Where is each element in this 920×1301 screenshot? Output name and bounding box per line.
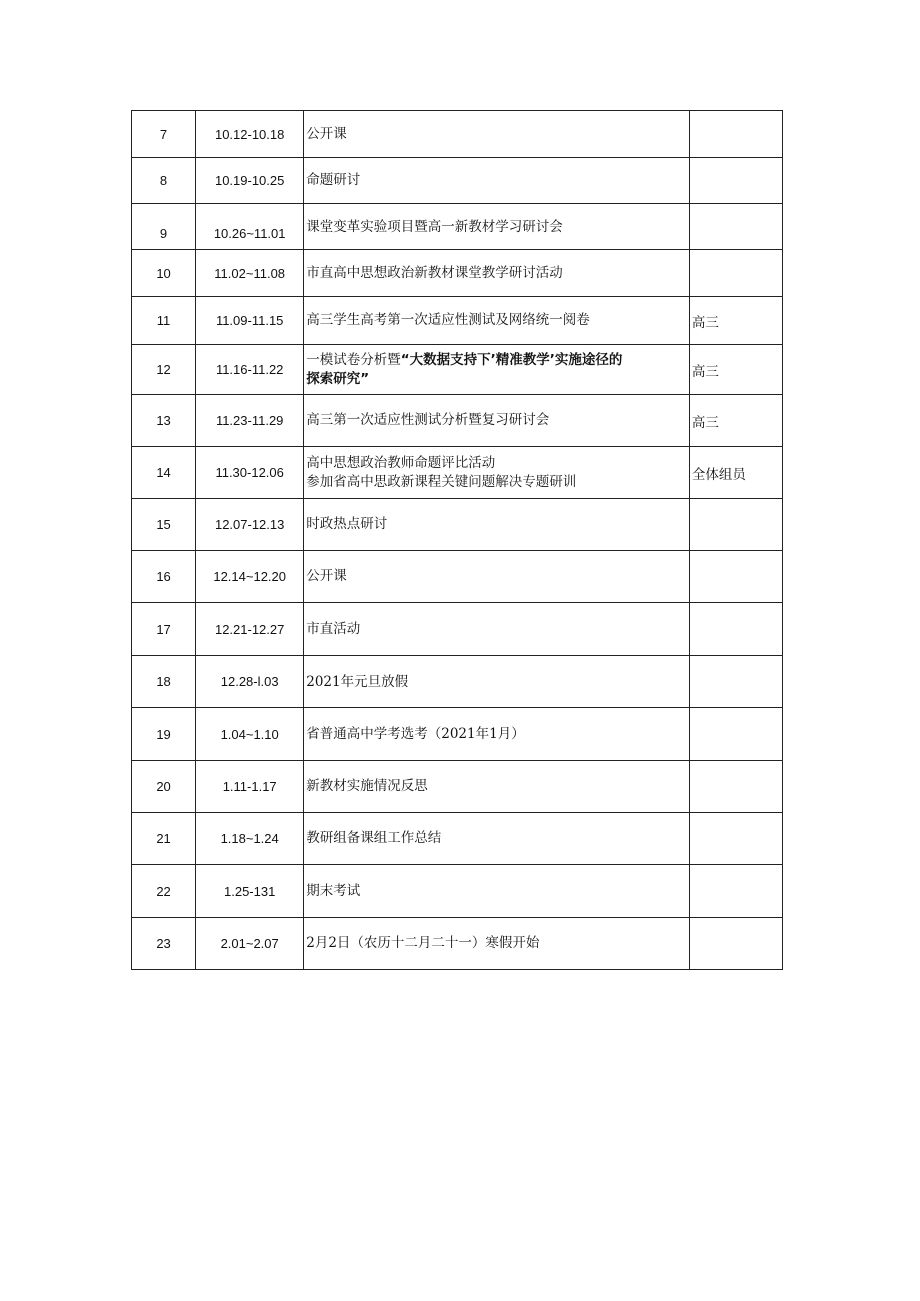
table-row [132, 158, 783, 204]
table-row [132, 250, 783, 297]
date-range: 12.14~12.20 [196, 551, 304, 603]
week-number: 21 [132, 813, 196, 865]
week-number: 9 [132, 204, 196, 250]
participants [689, 761, 782, 813]
date-range: 10.12-10.18 [196, 111, 304, 158]
participants [689, 551, 782, 603]
activity-content: 高三第一次适应性测试分析暨复习研讨会 [304, 395, 690, 447]
table-row [132, 297, 783, 345]
participants: 高三 [689, 345, 782, 395]
content-bold-title: “大数据支持下’精准教学’实施途径的 [400, 351, 623, 368]
activity-content: 公开课 [304, 111, 690, 158]
week-number: 22 [132, 865, 196, 918]
participants [689, 813, 782, 865]
activity-content: 期末考试 [304, 865, 690, 918]
date-range: 1.11-1.17 [196, 761, 304, 813]
date-range: 10.26~11.01 [196, 204, 304, 250]
participants [689, 499, 782, 551]
week-number: 8 [132, 158, 196, 204]
activity-content: 市直高中思想政治新教材课堂教学研讨活动 [304, 250, 690, 297]
activity-content: 市直活动 [304, 603, 690, 656]
week-number: 13 [132, 395, 196, 447]
content-bold-title-cont: 探索研究” [306, 370, 370, 387]
date-range: 10.19-10.25 [196, 158, 304, 204]
date-range: 12.28-l.03 [196, 656, 304, 708]
activity-content: 时政热点研讨 [304, 499, 690, 551]
table-row [132, 111, 783, 158]
participants: 全体组员 [689, 447, 782, 499]
schedule-table [131, 110, 783, 970]
activity-content: 教研组备课组工作总结 [304, 813, 690, 865]
date-range: 1.25-131 [196, 865, 304, 918]
week-number: 23 [132, 918, 196, 970]
week-number: 11 [132, 297, 196, 345]
table-row [132, 761, 783, 813]
date-range: 2.01~2.07 [196, 918, 304, 970]
date-range: 1.04~1.10 [196, 708, 304, 761]
date-range: 12.21-12.27 [196, 603, 304, 656]
participants [689, 111, 782, 158]
activity-content: 命题研讨 [304, 158, 690, 204]
participants: 高三 [689, 395, 782, 447]
activity-content: 2月2日（农历十二月二十一）寒假开始 [304, 918, 690, 970]
date-range: 11.30-12.06 [196, 447, 304, 499]
activity-content: 公开课 [304, 551, 690, 603]
date-range: 1.18~1.24 [196, 813, 304, 865]
table-row [132, 918, 783, 970]
activity-content [304, 447, 690, 499]
table-row [132, 656, 783, 708]
content-line-1: 高中思想政治教师命题评比活动 [306, 454, 496, 471]
participants [689, 918, 782, 970]
table-row [132, 551, 783, 603]
activity-content: 2021年元旦放假 [304, 656, 690, 708]
week-number: 18 [132, 656, 196, 708]
week-number: 20 [132, 761, 196, 813]
participants [689, 204, 782, 250]
table-row [132, 708, 783, 761]
week-number: 17 [132, 603, 196, 656]
table-row [132, 499, 783, 551]
week-number: 12 [132, 345, 196, 395]
activity-content [304, 345, 690, 395]
date-range: 12.07-12.13 [196, 499, 304, 551]
table-row [132, 204, 783, 250]
date-range: 11.16-11.22 [196, 345, 304, 395]
participants [689, 603, 782, 656]
date-range: 11.02~11.08 [196, 250, 304, 297]
table-row [132, 447, 783, 499]
table-row [132, 865, 783, 918]
date-range: 11.09-11.15 [196, 297, 304, 345]
week-number: 10 [132, 250, 196, 297]
week-number: 7 [132, 111, 196, 158]
participants [689, 656, 782, 708]
date-range: 11.23-11.29 [196, 395, 304, 447]
activity-content: 新教材实施情况反思 [304, 761, 690, 813]
content-line-2: 参加省高中思政新课程关键问题解决专题研训 [306, 473, 577, 490]
participants [689, 708, 782, 761]
activity-content: 省普通高中学考选考（2021年1月） [304, 708, 690, 761]
table-row [132, 813, 783, 865]
week-number: 16 [132, 551, 196, 603]
participants [689, 250, 782, 297]
participants: 高三 [689, 297, 782, 345]
table-row [132, 395, 783, 447]
table-row [132, 345, 783, 395]
week-number: 14 [132, 447, 196, 499]
participants [689, 158, 782, 204]
table-row [132, 603, 783, 656]
activity-content: 课堂变革实验项目暨高一新教材学习研讨会 [304, 204, 690, 250]
activity-content: 高三学生高考第一次适应性测试及网络统一阅卷 [304, 297, 690, 345]
content-prefix: 一模试卷分析暨 [306, 351, 401, 368]
participants [689, 865, 782, 918]
week-number: 19 [132, 708, 196, 761]
week-number: 15 [132, 499, 196, 551]
